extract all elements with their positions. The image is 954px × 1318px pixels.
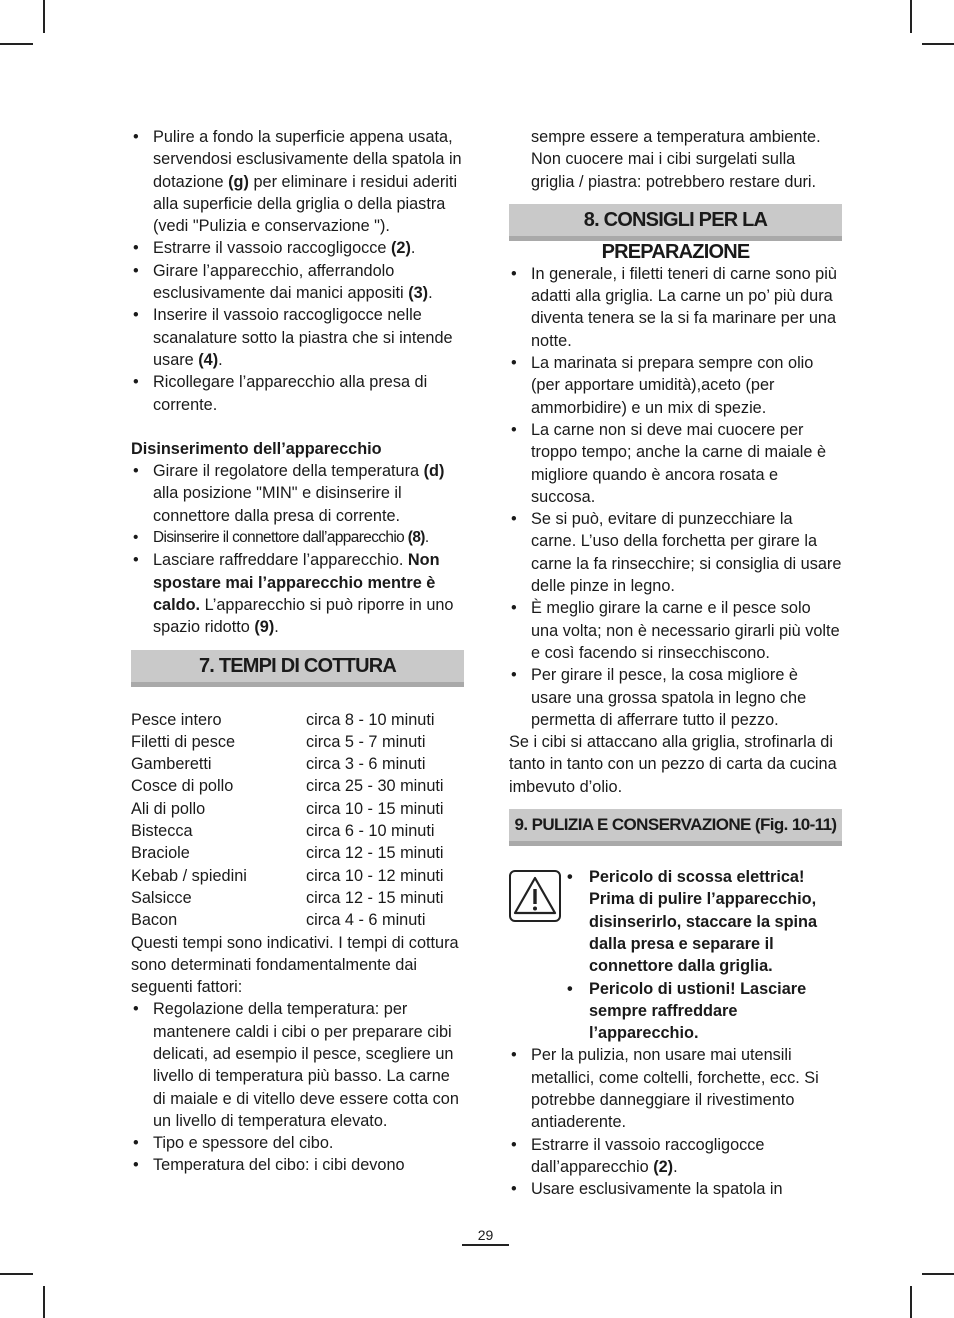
list-item: • Tipo e spessore del cibo.	[131, 1132, 464, 1154]
bullet-text: .	[410, 239, 416, 258]
food-cell: Bistecca	[131, 822, 193, 841]
crop-mark	[910, 1286, 912, 1318]
intro-bullet-list	[131, 126, 464, 416]
time-cell: circa 10 - 12 minuti	[306, 866, 444, 885]
section-7-header: 7. TEMPI DI COTTURA	[131, 650, 464, 687]
bullet-text: per eliminare i residui aderiti alla superficie della griglia o della piastra (vedi "Pulizia e conservazione ").	[153, 172, 458, 236]
crop-mark	[0, 43, 33, 45]
bullet-text: Lasciare raffreddare l’apparecchio.	[153, 551, 408, 570]
table-row	[131, 820, 444, 842]
table-row	[131, 798, 444, 820]
bullet-ref: (3)	[408, 284, 429, 303]
bullet-ref: (g)	[228, 172, 249, 191]
table-row	[131, 865, 444, 887]
list-item: • La carne non si deve mai cuocere per troppo tempo; anche la carne di maiale è migliore quando è ancora rosata e succosa.	[509, 419, 842, 508]
list-item	[131, 304, 464, 371]
left-column	[131, 126, 464, 1177]
warning-list	[565, 866, 842, 1044]
bullet-text: Estrarre il vassoio raccogligocce dall’apparecchio	[531, 1135, 765, 1176]
list-item	[509, 1044, 842, 1133]
list-item	[509, 1178, 842, 1200]
section-8-header: 8. CONSIGLI PER LA PREPARAZIONE	[509, 204, 842, 241]
bullet-ref: (2)	[653, 1157, 674, 1176]
list-item	[509, 1134, 842, 1179]
food-cell: Pesce intero	[131, 710, 222, 729]
bullet-text: .	[424, 529, 429, 547]
list-item: • La marinata si prepara sempre con olio (per apportare umidità),aceto (per ammorbidire) e un mix di spezie.	[509, 352, 842, 419]
bullet-text: Girare il regolatore della temperatura	[153, 462, 424, 481]
list-item	[131, 237, 464, 259]
bullet-text: .	[428, 284, 433, 303]
table-row	[131, 842, 444, 864]
bullet-ref: (8)	[407, 529, 425, 547]
food-cell: Gamberetti	[131, 755, 212, 774]
food-cell: Bacon	[131, 911, 178, 930]
bullet-text: alla posizione "MIN" e disinserire il connettore dalla presa di corrente.	[153, 484, 402, 525]
disconnect-bullet-list	[131, 460, 464, 638]
bullet-ref: (9)	[254, 618, 275, 637]
bullet-ref: (d)	[423, 462, 445, 481]
section-9-header: 9. PULIZIA E CONSERVAZIONE (Fig. 10-11)	[509, 809, 842, 846]
bullet-ref: (4)	[198, 350, 219, 369]
bullet-text: Per la pulizia, non usare mai utensili metallici, come coltelli, forchette, ecc. Si potrebbe danneggiare il rivestimento antiaderente.	[531, 1046, 819, 1132]
bullet-text: .	[673, 1157, 678, 1176]
bullet-bold-text: Non spostare mai l’apparecchio mentre è caldo.	[153, 551, 440, 614]
table-row	[131, 775, 444, 797]
bullet-text: Girare l’apparecchio, afferrandolo esclusivamente dai manici appositi	[153, 261, 409, 303]
warning-item: • Pericolo di ustioni! Lasciare sempre raffreddare l’apparecchio.	[565, 978, 842, 1045]
warning-item: • Pericolo di scossa elettrica! Prima di pulire l’apparecchio, disinserirlo, staccare la spina dalla presa e separare il connettore dalla griglia.	[565, 866, 842, 977]
warning-block	[509, 866, 842, 1044]
table-row	[131, 887, 444, 909]
table-row	[131, 909, 444, 931]
cooking-times-table	[131, 709, 444, 932]
list-item: • Temperatura del cibo: i cibi devono	[131, 1154, 464, 1176]
table-row	[131, 709, 444, 731]
list-item: • Per girare il pesce, la cosa migliore è usare una grossa spatola in legno che permetta di afferrare tutto il pezzo.	[509, 664, 842, 731]
time-cell: circa 8 - 10 minuti	[306, 710, 435, 729]
crop-mark	[43, 1286, 45, 1318]
time-cell: circa 6 - 10 minuti	[306, 822, 435, 841]
crop-mark	[922, 43, 954, 45]
food-cell: Braciole	[131, 844, 190, 863]
list-item	[131, 460, 464, 527]
time-cell: circa 12 - 15 minuti	[306, 844, 444, 863]
crop-mark	[43, 0, 45, 33]
bullet-text: .	[218, 350, 223, 369]
page-number: 29	[462, 1226, 509, 1246]
bullet-text: Estrarre il vassoio raccogligocce	[153, 239, 391, 258]
tips-bullet-list	[509, 263, 842, 731]
list-item: • In generale, i filetti teneri di carne sono più adatti alla griglia. La carne un po’ più dura diventa tenera se la si fa marinare per una notte.	[509, 263, 842, 352]
time-cell: circa 5 - 7 minuti	[306, 732, 426, 751]
bullet-text: .	[274, 618, 279, 637]
time-cell: circa 12 - 15 minuti	[306, 888, 444, 907]
stick-note: Se i cibi si attaccano alla griglia, strofinarla di tanto in tanto con un pezzo di carta da cucina imbevuto d’olio.	[509, 733, 837, 796]
crop-mark	[922, 1273, 954, 1275]
cleaning-bullet-list	[509, 1044, 842, 1200]
list-item	[131, 549, 464, 638]
list-item: • Se si può, evitare di punzecchiare la carne. L’uso della forchetta per girare la carne la fa rinsecchire; si consiglia di usare delle pinze in legno.	[509, 508, 842, 597]
crop-mark	[0, 1273, 33, 1275]
table-row	[131, 753, 444, 775]
bullet-text: Usare esclusivamente la spatola in	[531, 1180, 783, 1199]
time-cell: circa 25 - 30 minuti	[306, 777, 444, 796]
crop-mark	[910, 0, 912, 33]
food-cell: Cosce di pollo	[131, 777, 234, 796]
list-item	[131, 126, 464, 237]
bullet-text: Disinserire il connettore dall’apparecchio	[153, 529, 408, 547]
continuation-text: sempre essere a temperatura ambiente. Non cuocere mai i cibi surgelati sulla griglia / piastra: potrebbero restare duri.	[531, 128, 821, 191]
bullet-text: Ricollegare l’apparecchio alla presa di corrente.	[153, 373, 428, 414]
time-cell: circa 10 - 15 minuti	[306, 799, 444, 818]
list-item	[131, 371, 464, 416]
right-column	[509, 126, 842, 1200]
bullet-text: Pulire a fondo la superficie appena usata, servendosi esclusivamente della spatola in dotazione	[153, 128, 462, 191]
food-cell: Filetti di pesce	[131, 732, 236, 751]
list-item: • È meglio girare la carne e il pesce solo una volta; non è necessario girarli più volte e così facendo si rinsecchiscono.	[509, 597, 842, 664]
time-cell: circa 4 - 6 minuti	[306, 911, 426, 930]
food-cell: Ali di pollo	[131, 799, 206, 818]
table-row	[131, 731, 444, 753]
food-cell: Kebab / spiedini	[131, 866, 247, 885]
times-note: Questi tempi sono indicativi. I tempi di cottura sono determinati fondamentalmente dai seguenti fattori:	[131, 933, 459, 997]
bullet-text: Inserire il vassoio raccogligocce nelle scanalature sotto la piastra che si intende usare	[153, 306, 453, 369]
list-item	[131, 260, 464, 305]
food-cell: Salsicce	[131, 888, 192, 907]
factors-bullet-list	[131, 998, 464, 1176]
bullet-text: L’apparecchio si può riporre in uno spazio ridotto	[153, 595, 454, 637]
time-cell: circa 3 - 6 minuti	[306, 755, 426, 774]
list-item: • Regolazione della temperatura: per mantenere caldi i cibi o per preparare cibi delicati, ad esempio il pesce, scegliere un livello di temperatura più basso. La carne di maiale e di vitello deve essere cotta con un livello di temperatura elevato.	[131, 998, 464, 1132]
warning-triangle-icon	[509, 866, 565, 1044]
bullet-ref: (2)	[390, 239, 411, 258]
disconnect-title: Disinserimento dell’apparecchio	[131, 439, 382, 458]
list-item	[131, 527, 464, 549]
